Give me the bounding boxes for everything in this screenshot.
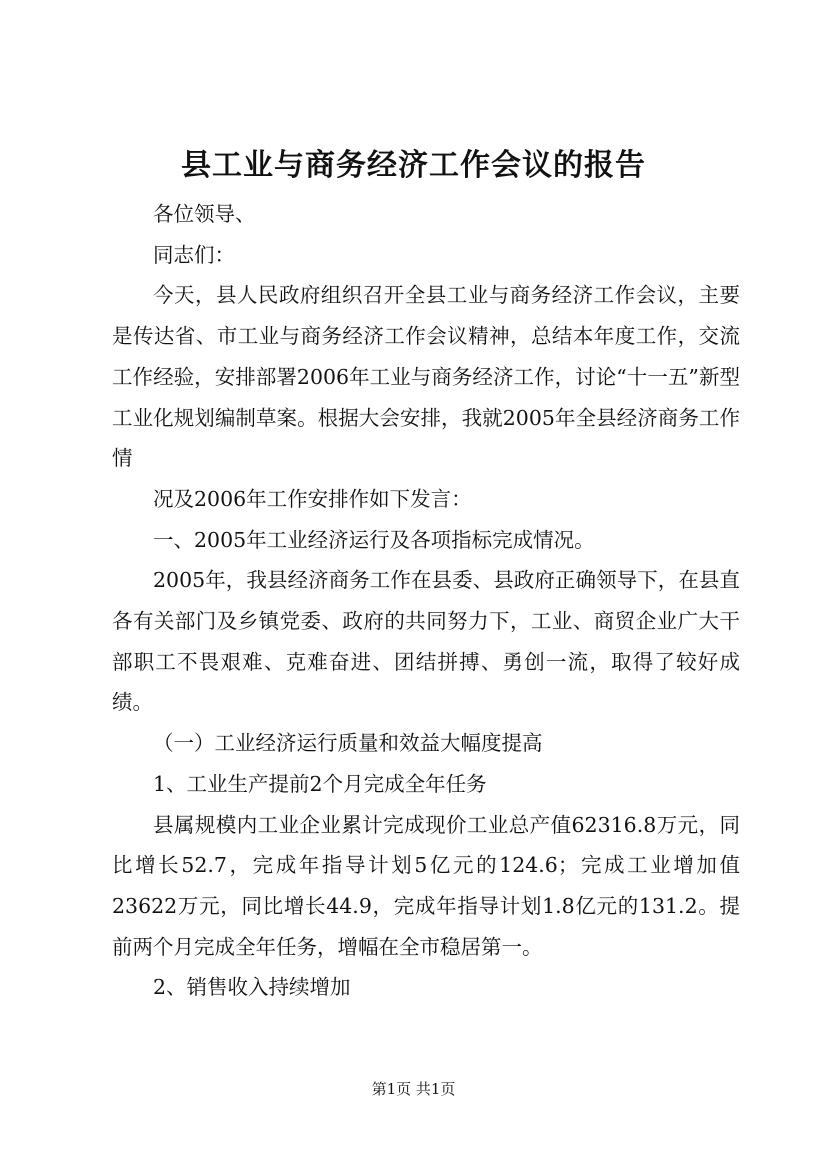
document-body [112,194,740,1008]
document-title: 县工业与商务经济工作会议的报告 [181,148,646,183]
item-heading-1: 1、工业生产提前2个月完成全年任务 [153,771,487,796]
paragraph-salutation-2: 同志们： [153,242,235,267]
section-heading-1: 一、2005年工业经济运行及各项指标完成情况。 [153,527,595,552]
paragraph-intro-continued: 况及2006年工作安排作如下发言： [153,486,472,511]
page-footer: 第1页 共1页 [371,1080,456,1098]
item-heading-2: 2、销售收入持续增加 [153,975,351,1000]
paragraph-intro: 今天，县人民政府组织召开全县工业与商务经济工作会议，主要是传达省、市工业与商务经济工作会议精神，总结本年度工作，交流工作经验，安排部署2006年工业与商务经济工作，讨论“十一五”新型工业化规划编制草案。根据大会安排，我就2005年全县经济商务工作情 [112,283,740,471]
paragraph-overview: 2005年，我县经济商务工作在县委、县政府正确领导下，在县直各有关部门及乡镇党委、政府的共同努力下，工业、商贸企业广大干部职工不畏艰难、克难奋进、团结拼搏、勇创一流，取得了较好成绩。 [112,568,740,715]
paragraph-industrial-output: 县属规模内工业企业累计完成现价工业总产值62316.8万元，同比增长52.7，完成年指导计划5亿元的124.6；完成工业增加值23622万元，同比增长44.9，完成年指导计划1.8亿元的131.2。提前两个月完成全年任务，增幅在全市稳居第一。 [112,812,740,959]
paragraph-salutation-1: 各位领导、 [153,202,256,226]
subsection-heading-1: （一）工业经济运行质量和效益大幅度提高 [153,731,543,756]
